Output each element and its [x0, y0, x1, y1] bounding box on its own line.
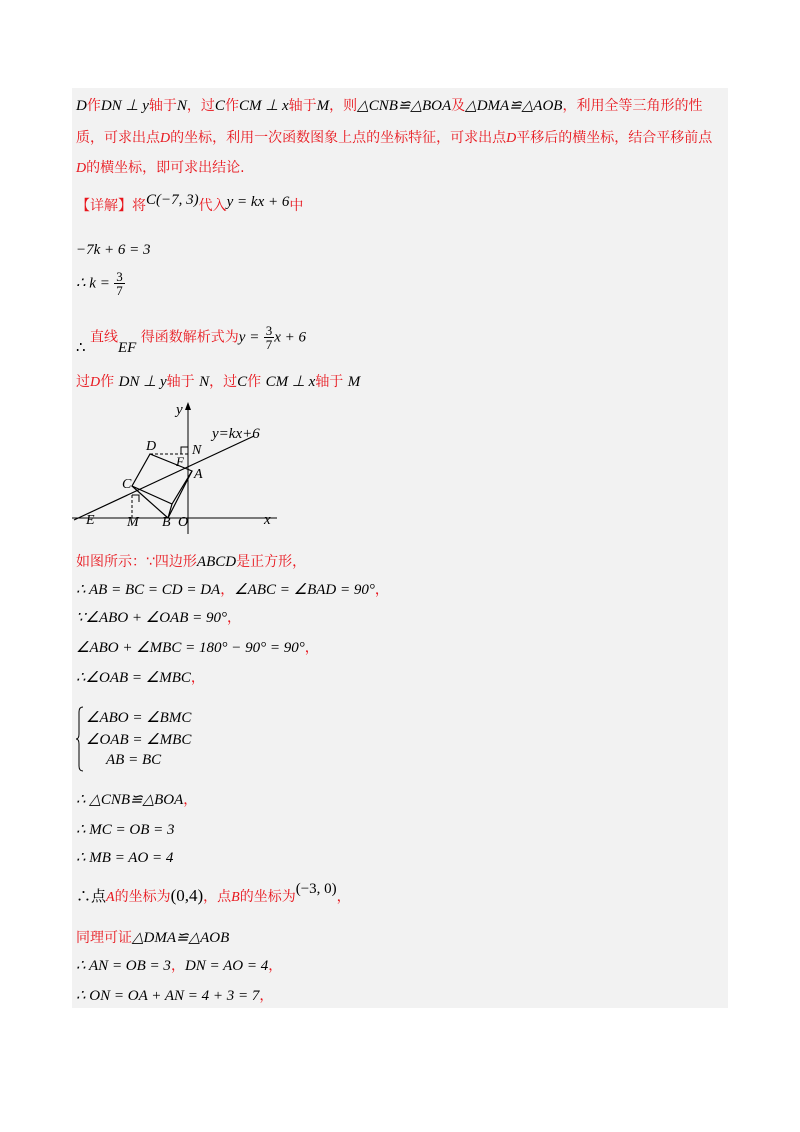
- brace-icon: [76, 706, 84, 772]
- point-d: D: [90, 375, 101, 390]
- text: y =: [238, 329, 260, 346]
- condition-1: ∠ABO = ∠BMC: [86, 710, 192, 726]
- text: 直线: [90, 329, 118, 346]
- numerator: 3: [116, 269, 123, 284]
- text: 作: [224, 98, 239, 114]
- coords-b: (−3, 0): [295, 881, 337, 897]
- text: 是正方形，: [236, 554, 307, 570]
- text: 中: [289, 198, 304, 214]
- point-c: C: [214, 98, 225, 114]
- line-ef: EF: [118, 339, 137, 356]
- point-m: M: [316, 98, 330, 114]
- denominator: 7: [116, 283, 123, 298]
- text: ∠ABO + ∠MBC = 180° − 90° = 90°: [76, 640, 305, 656]
- label-f: F: [176, 454, 184, 469]
- congruence-conditions: [76, 706, 216, 772]
- y-axis-arrow: [185, 402, 191, 410]
- step-4: [76, 372, 360, 393]
- point-d: D: [76, 98, 87, 114]
- step-1: −7k + 6 = 3: [76, 242, 151, 258]
- text: ∴ k =: [76, 275, 110, 292]
- text: ∴∠OAB = ∠MBC: [76, 670, 191, 686]
- text: 质，可求出点: [76, 130, 160, 146]
- text: ，: [304, 640, 319, 656]
- label-x: x: [264, 512, 271, 528]
- text: ∴ AN = OB = 3: [76, 958, 171, 974]
- text: ，: [190, 670, 205, 686]
- proof-4: [76, 638, 319, 658]
- point-n: N: [199, 374, 210, 390]
- point-d: D: [160, 131, 171, 146]
- proof-10: [76, 928, 229, 948]
- condition-2: ∠OAB = ∠MBC: [86, 732, 192, 748]
- content-panel: [72, 88, 728, 1008]
- text: ，则: [329, 98, 358, 114]
- fraction: [264, 324, 275, 351]
- point-n: N: [176, 98, 187, 114]
- text: 的坐标为: [114, 889, 171, 905]
- point-b: B: [231, 890, 240, 905]
- point-c: C: [237, 374, 248, 390]
- text: 同理可证: [76, 930, 132, 946]
- proof-7: ∴ MC = OB = 3: [76, 822, 175, 838]
- line-ef: [74, 436, 254, 520]
- text: 平移后的横坐标，结合平移前点: [516, 130, 713, 146]
- congruence-2: △DMA≌△AOB: [465, 98, 563, 114]
- text: DN = AO = 4: [184, 958, 269, 974]
- text: ，: [259, 988, 274, 1004]
- right-angle-n: [181, 447, 188, 454]
- point-a: A: [106, 890, 115, 905]
- numerator: 3: [265, 323, 273, 338]
- text: ∠ABC = ∠BAD = 90°: [234, 582, 375, 598]
- text: 如图所示：∵四边形: [76, 554, 197, 570]
- congruence-1: △CNB≌△BOA: [357, 98, 452, 114]
- math-cm: CM ⊥ x: [238, 98, 289, 114]
- geometry-figure: [72, 396, 292, 536]
- label-c: C: [122, 477, 132, 492]
- point-d: D: [76, 161, 87, 176]
- text: ，过: [209, 374, 238, 390]
- coords-a: (0,4): [170, 886, 204, 905]
- segment-cb: [132, 486, 168, 518]
- proof-5: [76, 668, 205, 688]
- text: ，过: [186, 98, 215, 114]
- text: 作: [247, 374, 262, 390]
- label-o: O: [178, 515, 189, 530]
- quad-abcd: ABCD: [196, 554, 237, 570]
- equation: y = kx + 6: [226, 194, 290, 210]
- text: 轴于: [315, 374, 344, 390]
- text: ，点: [203, 889, 232, 905]
- math-dn: DN ⊥ y: [118, 374, 167, 390]
- proof-12: [76, 986, 273, 1006]
- label-d: D: [146, 439, 157, 454]
- text: ，: [183, 792, 198, 808]
- analysis-line-1: [76, 96, 702, 116]
- text: 轴于: [288, 98, 317, 114]
- text: 的坐标为: [239, 889, 296, 905]
- text: ，: [220, 582, 235, 598]
- denominator: 7: [265, 337, 273, 352]
- text: 轴于: [148, 98, 177, 114]
- label-b: B: [162, 515, 171, 530]
- label-a: A: [194, 467, 203, 482]
- label-e: E: [86, 513, 95, 528]
- math-dn: DN ⊥ y: [100, 98, 149, 114]
- text: ，: [268, 958, 283, 974]
- congruence-2: △DMA≌△AOB: [132, 930, 230, 946]
- condition-3: AB = BC: [106, 752, 162, 768]
- detail-label: 【详解】将: [76, 198, 146, 214]
- text: 作: [86, 98, 101, 114]
- text: ∵∠ABO + ∠OAB = 90°: [76, 610, 227, 626]
- text: ∴点: [76, 889, 107, 905]
- point-m: M: [347, 374, 361, 390]
- proof-2: [76, 580, 389, 600]
- analysis-line-3: [76, 158, 245, 179]
- label-m: M: [127, 515, 139, 530]
- fraction: [114, 270, 125, 297]
- proof-11: [76, 956, 282, 976]
- text: 及: [451, 98, 466, 114]
- proof-8: ∴ MB = AO = 4: [76, 850, 174, 866]
- point-c-coords: C(−7, 3): [146, 192, 199, 208]
- right-angle-m: [132, 495, 139, 502]
- text: ，: [227, 610, 241, 626]
- proof-3: [76, 608, 241, 628]
- label-n: N: [192, 443, 202, 458]
- text: ，: [336, 889, 351, 905]
- therefore: ∴: [76, 339, 86, 356]
- point-d: D: [506, 131, 517, 146]
- text: 轴于: [166, 374, 195, 390]
- detail-line: [76, 192, 304, 216]
- text: 的横坐标，即可求出结论.: [86, 160, 245, 176]
- text: x + 6: [274, 329, 307, 346]
- text: 过: [76, 374, 90, 390]
- math-cm: CM ⊥ x: [265, 374, 316, 390]
- text: 作: [100, 374, 115, 390]
- label-line: y=kx+6: [212, 426, 260, 442]
- label-y: y: [176, 402, 183, 418]
- step-2: [76, 270, 125, 297]
- analysis-line-2: [76, 128, 712, 149]
- text: ，利用全等三角形的性: [562, 98, 703, 114]
- text: 代入: [198, 198, 227, 214]
- step-3: [76, 323, 307, 356]
- text: ，: [374, 582, 389, 598]
- text: 得函数解析式为: [140, 329, 239, 346]
- text: ∴ △CNB≌△BOA: [76, 792, 184, 808]
- text: ∴ AB = BC = CD = DA: [76, 582, 221, 598]
- text: 的坐标，利用一次函数图象上点的坐标特征，可求出点: [170, 130, 507, 146]
- text: ∴ ON = OA + AN = 4 + 3 = 7: [76, 988, 260, 1004]
- proof-6: [76, 790, 197, 810]
- proof-1: [76, 552, 306, 572]
- text: ，: [170, 958, 185, 974]
- proof-9: [76, 881, 351, 908]
